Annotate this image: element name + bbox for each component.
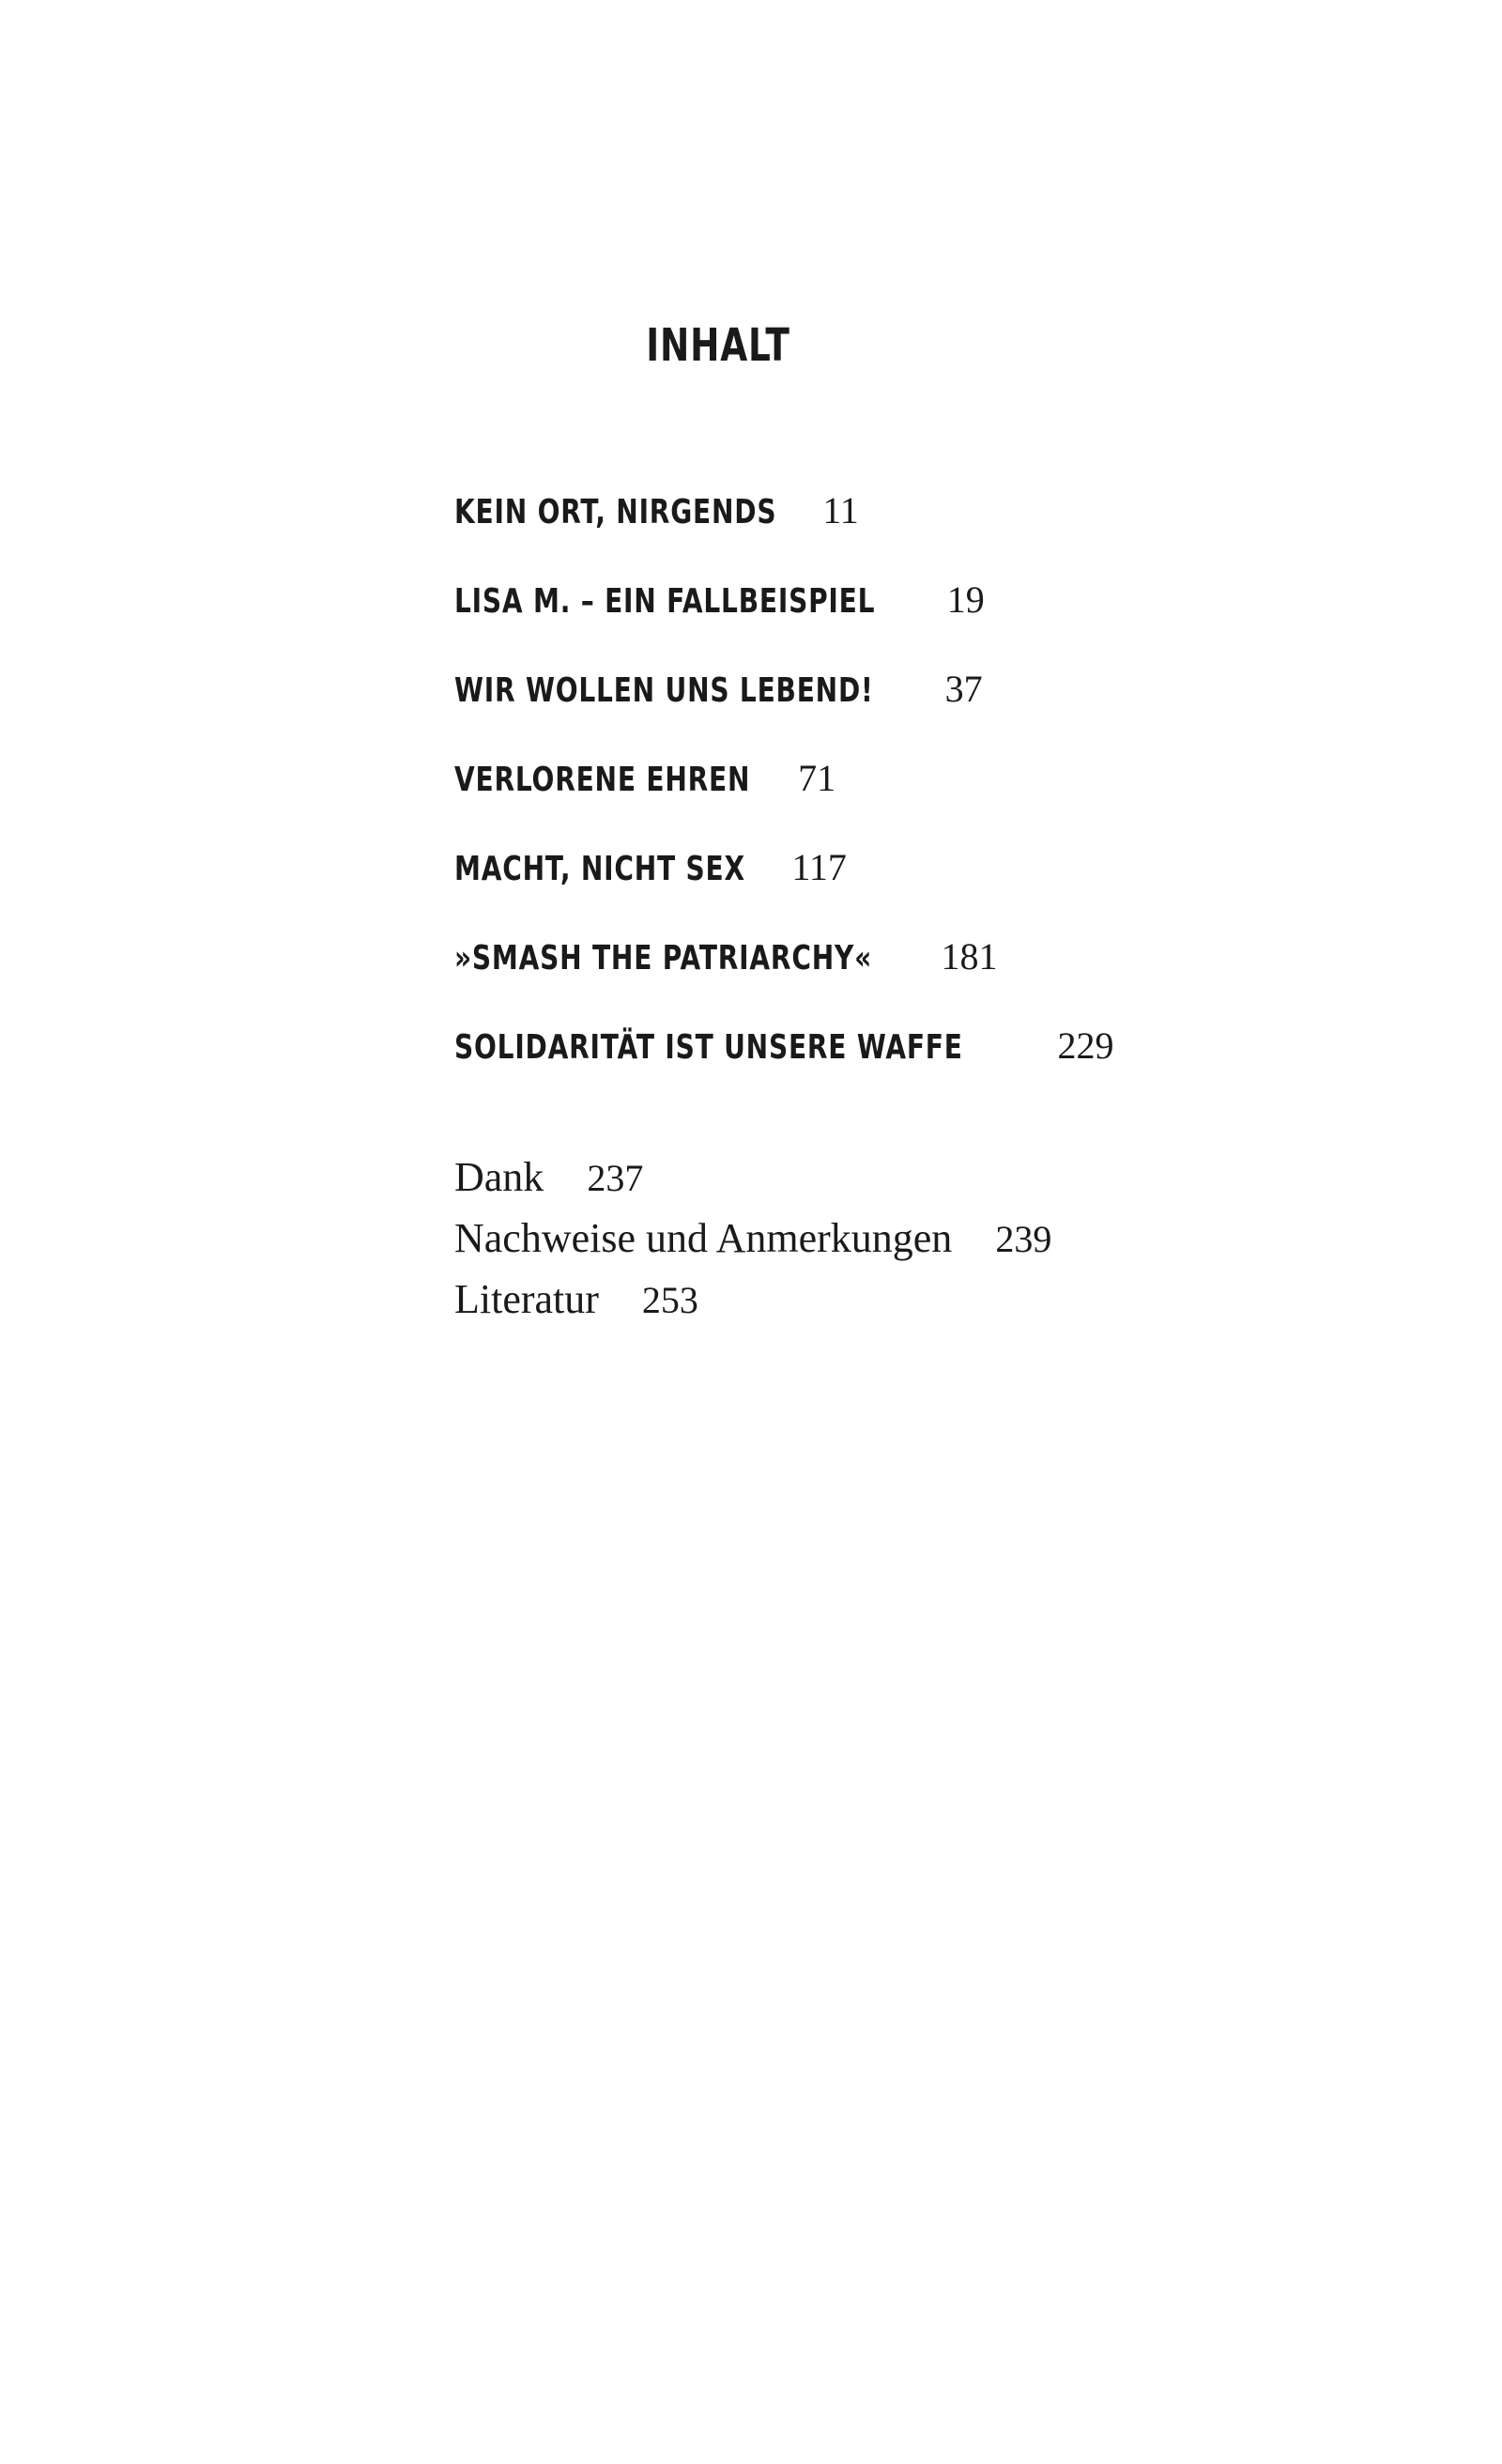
chapter-title: KEIN ORT, NIRGENDS — [454, 493, 777, 531]
chapter-page-number: 37 — [944, 668, 983, 710]
toc-entry — [454, 1153, 1393, 1214]
backmatter-page-number: 239 — [995, 1218, 1052, 1260]
chapter-page-number: 19 — [946, 578, 985, 621]
chapter-list — [454, 488, 1393, 1113]
toc-entry — [454, 756, 1393, 845]
chapter-page-number: 229 — [1057, 1024, 1114, 1067]
toc-entry — [454, 578, 1393, 667]
backmatter-title: Dank — [454, 1154, 544, 1200]
backmatter-page-number: 253 — [641, 1279, 698, 1321]
toc-entry — [454, 1214, 1393, 1275]
chapter-page-number: 71 — [798, 757, 836, 799]
backmatter-list — [454, 1153, 1393, 1336]
chapter-title: MACHT, NICHT SEX — [454, 850, 745, 888]
toc-entry — [454, 845, 1393, 934]
chapter-title: »SMASH THE PATRIARCHY« — [454, 939, 873, 978]
toc-entry — [454, 934, 1393, 1024]
toc-entry — [454, 1024, 1393, 1113]
page-title: INHALT — [646, 319, 790, 373]
backmatter-title: Nachweise und Anmerkungen — [454, 1215, 953, 1261]
toc-entry — [454, 488, 1393, 578]
chapter-page-number: 117 — [791, 846, 847, 888]
chapter-page-number: 11 — [822, 489, 859, 531]
chapter-page-number: 181 — [941, 935, 998, 978]
backmatter-page-number: 237 — [587, 1157, 644, 1199]
chapter-title: SOLIDARITÄT IST UNSERE WAFFE — [454, 1028, 963, 1067]
chapter-title: WIR WOLLEN UNS LEBEND! — [454, 671, 874, 710]
chapter-title: LISA M. – EIN FALLBEISPIEL — [454, 582, 876, 621]
toc-entry — [454, 667, 1393, 756]
toc-entry — [454, 1275, 1393, 1336]
chapter-title: VERLORENE EHREN — [454, 761, 751, 799]
backmatter-title: Literatur — [454, 1276, 599, 1322]
